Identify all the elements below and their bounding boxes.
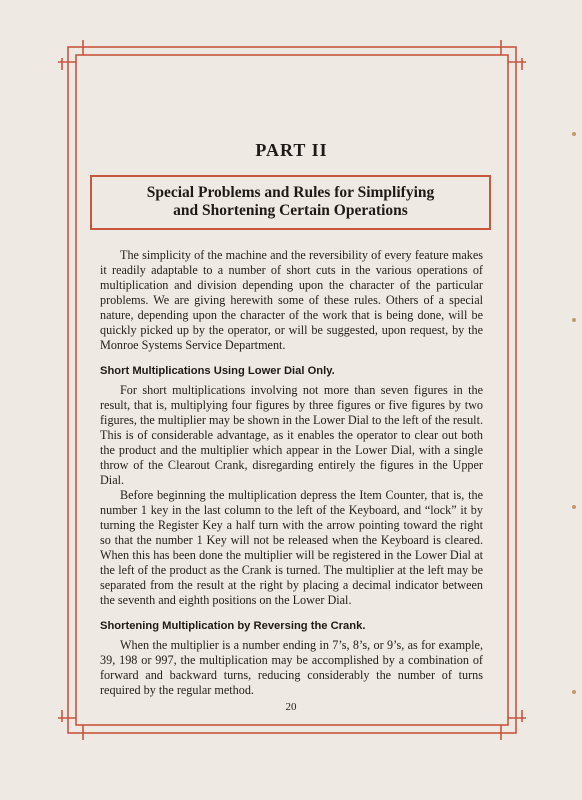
paper-speck	[572, 132, 576, 136]
section-1-paragraph-2: Before beginning the multiplication depress the Item Counter, that is, the number 1 key in the last column to the left of the Keyboard, and “lock” it by turning the Register Key a half turn with the arrow pointing toward the right so that the number 1 Key will not be released when the Keyboard is cleared. When this has been done the multiplier will be registered in the Lower Dial at the left of the product as the Crank is turned. The multiplier at the left may be separated from the result at the right by placing a decimal indicator between the seventh and eighth positions on the Lower Dial.	[100, 488, 483, 607]
paper-speck	[572, 690, 576, 694]
title-line-1: Special Problems and Rules for Simplifying	[146, 184, 435, 201]
title-line-2: and Shortening Certain Operations	[173, 202, 408, 219]
page-content	[100, 140, 483, 698]
section-heading-short-multiplications: Short Multiplications Using Lower Dial Only.	[100, 365, 335, 377]
section-2-paragraph-1: When the multiplier is a number ending in 7’s, 8’s, or 9’s, as for example, 39, 198 or 997, the multiplication may be accomplished by a combination of forward and backward turns, reducing considerably the number of turns required by the regular method.	[100, 638, 483, 697]
part-heading: PART II	[255, 140, 328, 160]
section-1-paragraph-1: For short multiplications involving not more than seven figures in the result, that is, multiplying four figures by three figures or five figures by two figures, the multiplier may be shown in the Lower Dial to the left of the result. This is of considerable advantage, as it enables the operator to clear out both the product and the multiplier which appear in the Lower Dial, with a single throw of the Clearout Crank, disregarding entirely the figures in the Upper Dial.	[100, 383, 483, 487]
page-number: 20	[285, 701, 297, 713]
paper-speck	[572, 318, 576, 322]
paper-speck	[572, 505, 576, 509]
section-heading-reversing-crank: Shortening Multiplication by Reversing the Crank.	[100, 620, 366, 632]
intro-paragraph: The simplicity of the machine and the reversibility of every feature makes it readily adaptable to a number of short cuts in the various operations of multiplication and division depending upon the character of the particular problems. We are giving herewith some of these rules. Others of a special nature, depending upon the character of the work that is being done, will be quickly picked up by the operator, or will be suggested, upon request, by the Monroe Systems Service Department.	[100, 248, 483, 352]
title-box	[90, 175, 491, 230]
